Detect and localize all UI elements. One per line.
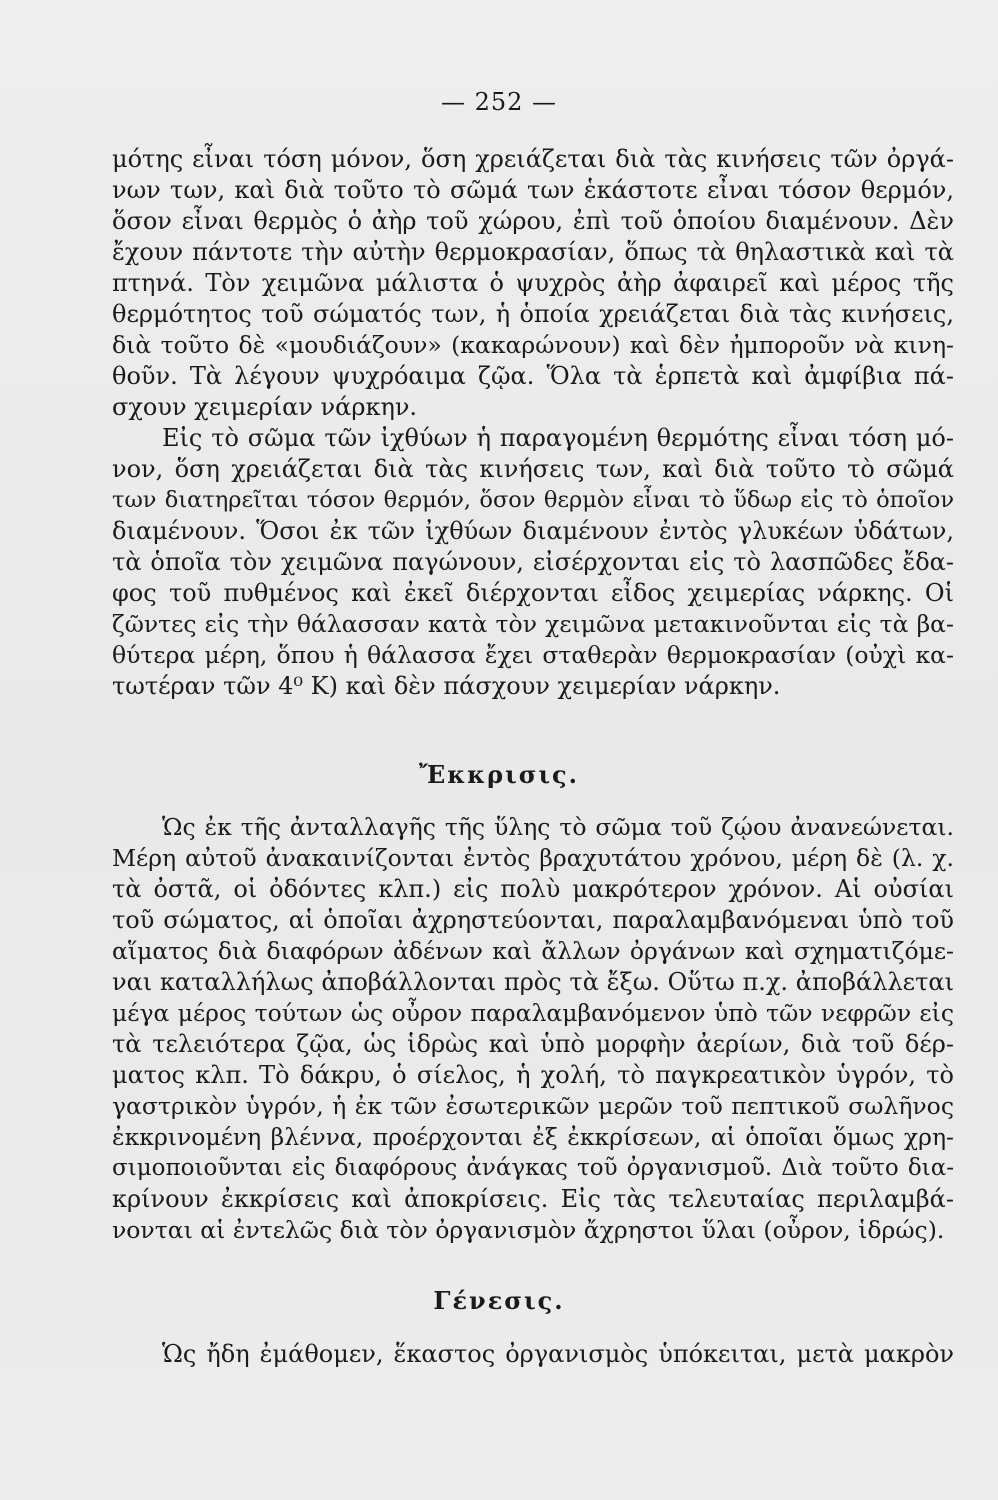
text-line: ὅσον εἶναι θερμὸς ὁ ἀὴρ τοῦ χώρου, ἐπὶ τοῦ ὁποίου διαμένουν. Δὲν <box>112 207 954 235</box>
text-line: θύτερα μέρη, ὅπου ἡ θάλασσα ἔχει σταθερὰν θερμοκρασίαν (οὐχὶ κα- <box>112 641 954 669</box>
text-line: τὰ τελειότερα ζῷα, ὡς ἱδρὼς καὶ ὑπὸ μορφὴν ἀερίων, διὰ τοῦ δέρ- <box>112 1030 954 1058</box>
text-line: σχουν χειμερίαν νάρκην. <box>112 393 418 421</box>
text-line: κρίνουν ἐκκρίσεις καὶ ἀποκρίσεις. Εἰς τὰς τελευταίας περιλαμβά- <box>112 1185 954 1213</box>
text-line: θερμότητος τοῦ σώματός των, ἡ ὁποία χρειάζεται διὰ τὰς κινήσεις, <box>112 300 954 328</box>
text-line: τοῦ σώματος, αἱ ὁποῖαι ἀχρηστεύονται, παραλαμβανόμεναι ὑπὸ τοῦ <box>112 906 954 934</box>
section-heading: Γένεσις. <box>433 1286 565 1315</box>
text-line: Ὡς ἤδη ἐμάθομεν, ἕκαστος ὀργανισμὸς ὑπόκειται, μετὰ μακρὸν <box>162 1340 954 1368</box>
text-line: αἵματος διὰ διαφόρων ἀδένων καὶ ἄλλων ὀργάνων καὶ σχηματιζόμε- <box>112 937 954 965</box>
text-line: ἔχουν πάντοτε τὴν αὐτὴν θερμοκρασίαν, ὅπως τὰ θηλαστικὰ καὶ τὰ <box>112 238 954 266</box>
text-line: νον, ὅση χρειάζεται διὰ τὰς κινήσεις των, καὶ διὰ τοῦτο τὸ σῶμά <box>112 455 954 483</box>
text-line: των διατηρεῖται τόσον θερμόν, ὅσον θερμὸν εἶναι τὸ ὕδωρ εἰς τὸ ὁποῖον <box>112 487 954 513</box>
page-number: — 252 — <box>440 88 558 116</box>
text-line: νονται αἱ ἐντελῶς διὰ τὸν ὀργανισμὸν ἄχρηστοι ὕλαι (οὖρον, ἱδρώς). <box>112 1216 945 1244</box>
text-line: θοῦν. Τὰ λέγουν ψυχρόαιμα ζῷα. Ὅλα τὰ ἑρπετὰ καὶ ἀμφίβια πά- <box>112 362 954 390</box>
text-line: Εἰς τὸ σῶμα τῶν ἰχθύων ἡ παραγομένη θερμότης εἶναι τόση μό- <box>162 424 954 452</box>
text-line: ἐκκρινομένη βλέννα, προέρχονται ἐξ ἐκκρίσεων, αἱ ὁποῖαι ὅμως χρη- <box>112 1123 954 1151</box>
text-line: νων των, καὶ διὰ τοῦτο τὸ σῶμά των ἑκάστοτε εἶναι τόσον θερμόν, <box>112 176 954 204</box>
text-line: διὰ τοῦτο δὲ «μουδιάζουν» (κακαρώνουν) καὶ δὲν ἠμποροῦν νὰ κινη- <box>112 331 954 359</box>
text-line: μέγα μέρος τούτων ὡς οὖρον παραλαμβανόμενον ὑπὸ τῶν νεφρῶν εἰς <box>112 999 954 1027</box>
section-heading: Ἔκκρισις. <box>418 760 580 789</box>
text-line: μότης εἶναι τόση μόνον, ὅση χρειάζεται διὰ τὰς κινήσεις τῶν ὀργά- <box>112 145 954 173</box>
text-line: Μέρη αὐτοῦ ἀνακαινίζονται ἐντὸς βραχυτάτου χρόνου, μέρη δὲ (λ. χ. <box>112 844 954 872</box>
text-line: σιμοποιοῦνται εἰς διαφόρους ἀνάγκας τοῦ ὀργανισμοῦ. Διὰ τοῦτο δια- <box>112 1155 954 1181</box>
text-line: Ὡς ἐκ τῆς ἀνταλλαγῆς τῆς ὕλης τὸ σῶμα τοῦ ζῴου ἀνανεώνεται. <box>162 813 954 841</box>
text-line: ναι καταλλήλως ἀποβάλλονται πρὸς τὰ ἔξω. Οὕτω π.χ. ἀποβάλλεται <box>112 968 954 996</box>
text-line: ζῶντες εἰς τὴν θάλασσαν κατὰ τὸν χειμῶνα μετακινοῦνται εἰς τὰ βα- <box>112 610 954 638</box>
text-line: διαμένουν. Ὅσοι ἐκ τῶν ἰχθύων διαμένουν ἐντὸς γλυκέων ὑδάτων, <box>112 517 954 545</box>
text-line: φος τοῦ πυθμένος καὶ ἐκεῖ διέρχονται εἶδος χειμερίας νάρκης. Οἱ <box>112 579 954 607</box>
text-line: τωτέραν τῶν 4⁰ Κ) καὶ δὲν πάσχουν χειμερίαν νάρκην. <box>112 672 781 700</box>
text-line: πτηνά. Τὸν χειμῶνα μάλιστα ὁ ψυχρὸς ἀὴρ ἀφαιρεῖ καὶ μέρος τῆς <box>112 269 954 297</box>
text-line: τὰ ὀστᾶ, οἱ ὀδόντες κλπ.) εἰς πολὺ μακρότερον χρόνον. Αἱ οὐσίαι <box>112 875 954 903</box>
text-line: γαστρικὸν ὑγρόν, ἡ ἐκ τῶν ἐσωτερικῶν μερῶν τοῦ πεπτικοῦ σωλῆνος <box>112 1092 954 1120</box>
text-line: ματος κλπ. Τὸ δάκρυ, ὁ σίελος, ἡ χολή, τὸ παγκρεατικὸν ὑγρόν, τὸ <box>112 1061 954 1089</box>
text-line: τὰ ὁποῖα τὸν χειμῶνα παγώνουν, εἰσέρχονται εἰς τὸ λασπῶδες ἔδα- <box>112 548 954 576</box>
